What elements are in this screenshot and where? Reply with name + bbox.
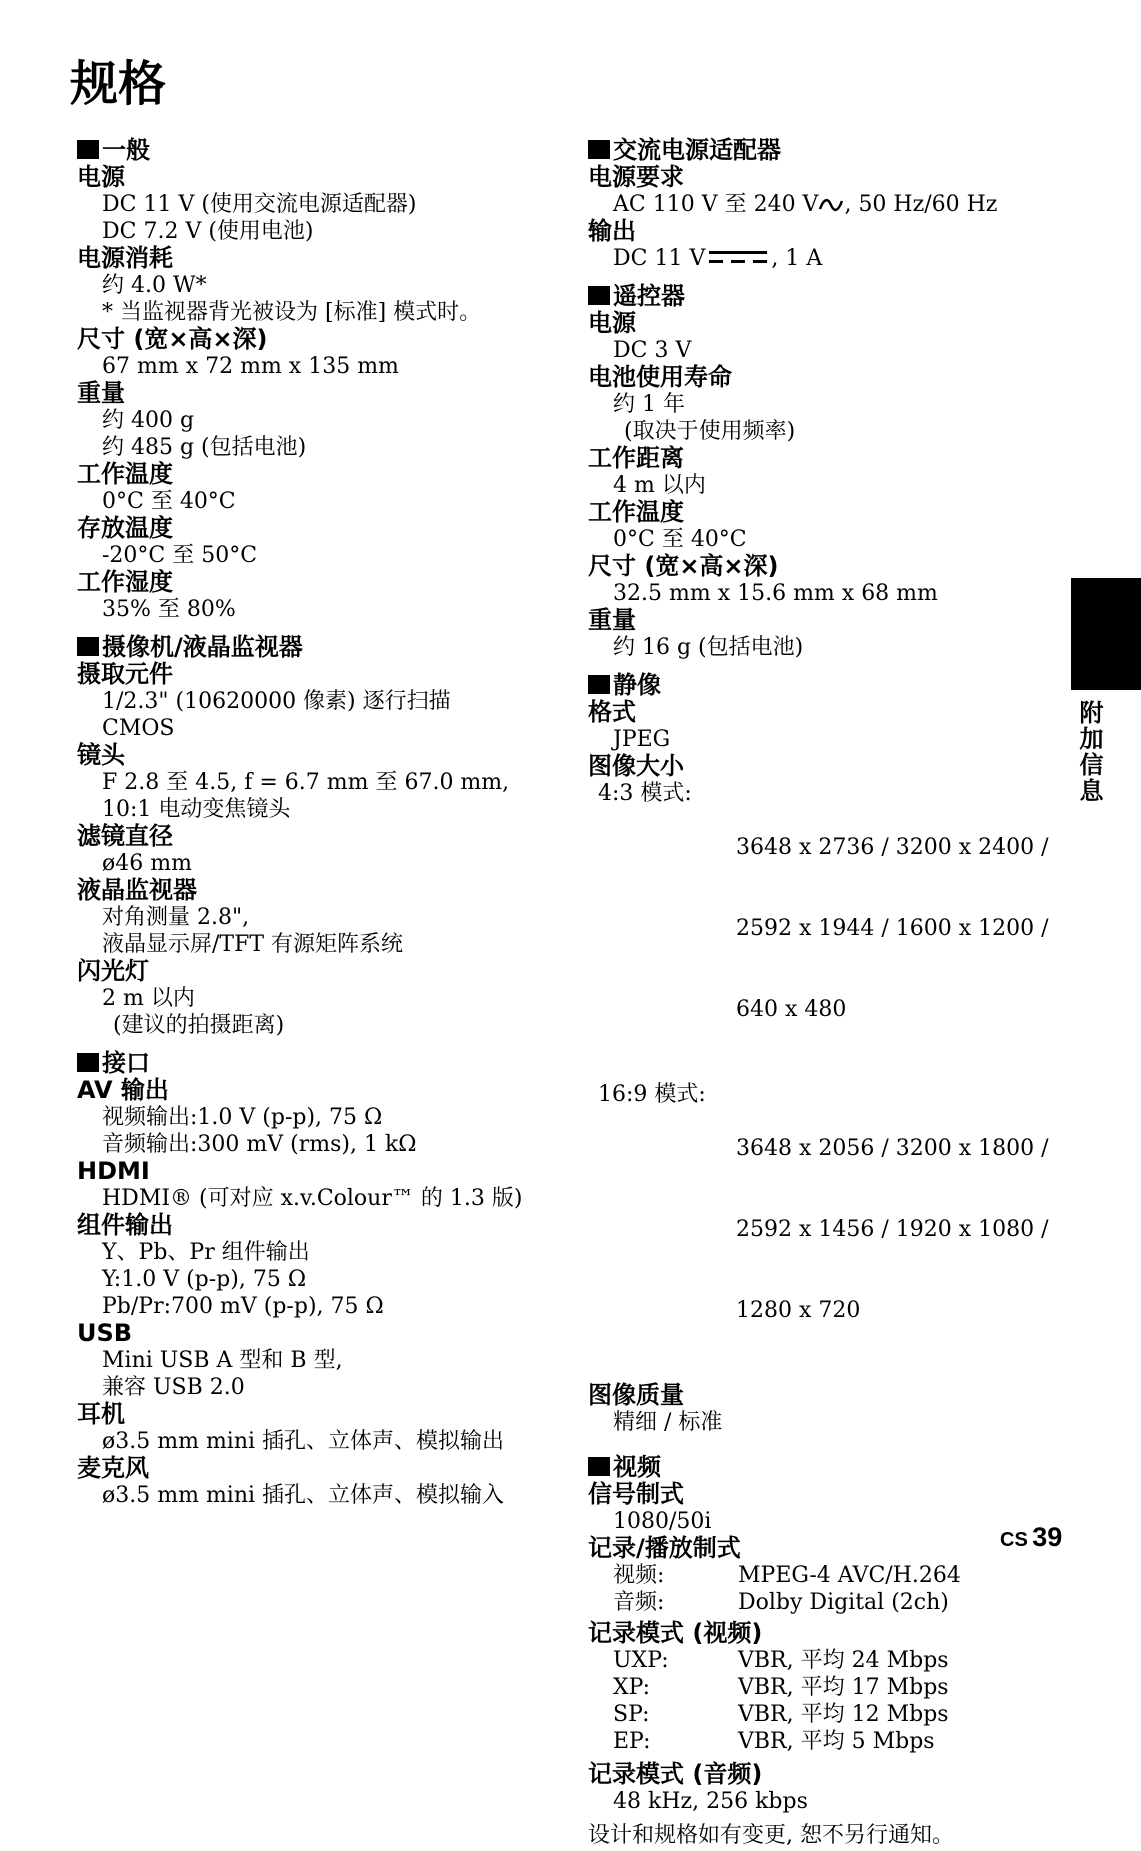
spec-label: 电源消耗 [77,244,173,272]
spec-value: 兼容 USB 2.0 [102,1375,245,1400]
image-size-mode: 4:3 模式: [598,781,692,806]
spec-key: XP: [613,1675,651,1700]
spec-value: (建议的拍摄距离) [113,1013,285,1038]
section-tab-marker [1071,578,1141,690]
spec-value: DC 7.2 V (使用电池) [102,219,314,244]
spec-value: 4 m 以内 [613,473,706,498]
spec-value: HDMI® (可对应 x.v.Colour™ 的 1.3 版) [102,1186,523,1211]
page-title: 规格 [70,56,167,112]
spec-value-part: DC 11 V [613,246,706,271]
spec-label: 液晶监视器 [77,876,197,904]
spec-value: VBR, 平均 24 Mbps [738,1648,949,1673]
image-size-row [588,1081,1058,1378]
spec-value: CMOS [102,716,175,741]
spec-key: EP: [613,1729,651,1754]
image-size-table [588,780,1058,1378]
section-heading-still [588,672,1058,699]
spec-label: 工作湿度 [77,568,173,596]
spec-row [588,1647,1058,1674]
spec-value: ø3.5 mm mini 插孔、立体声、模拟输出 [102,1429,505,1454]
spec-value: -20°C 至 50°C [102,543,258,568]
spec-label: 输出 [588,217,636,245]
spec-value: Dolby Digital (2ch) [738,1590,949,1615]
section-heading-text: 遥控器 [613,282,685,310]
spec-label: 尺寸 (宽×高×深) [77,325,268,353]
spec-label: 电源要求 [588,163,684,191]
spec-label: 摄取元件 [77,660,173,688]
spec-value: Mini USB A 型和 B 型, [102,1348,343,1373]
section-heading-text: 摄像机/液晶监视器 [102,633,303,661]
spec-value-part: , 50 Hz/60 Hz [844,192,998,217]
spec-label: AV 输出 [77,1076,169,1104]
ac-wave-icon [818,197,844,213]
spec-value-part: , 1 A [771,246,823,271]
spec-value: 48 kHz, 256 kbps [613,1789,808,1814]
spec-value: 液晶显示屏/TFT 有源矩阵系统 [102,932,404,957]
image-size-line: 3648 x 2736 / 3200 x 2400 / [736,835,1049,860]
spec-label: 尺寸 (宽×高×深) [588,552,779,580]
spec-row [588,1701,1058,1728]
spec-row [588,1674,1058,1701]
section-heading-general [77,137,557,164]
spec-value: Y、Pb、Pr 组件输出 [102,1240,310,1265]
spec-label: 电源 [77,163,125,191]
spec-row [588,1589,1058,1616]
change-notice: 设计和规格如有变更, 恕不另行通知。 [588,1823,954,1848]
page-number [1000,1522,1062,1553]
spec-label: 工作温度 [588,498,684,526]
spec-key: SP: [613,1702,650,1727]
section-tab-label: 附加信息 [1075,700,1103,804]
image-size-line: 640 x 480 [736,997,847,1022]
section-heading-connectors [77,1050,557,1077]
image-size-values [736,780,1049,1077]
spec-value: 10:1 电动变焦镜头 [102,797,291,822]
image-size-line: 1280 x 720 [736,1298,861,1323]
spec-label: 图像大小 [588,752,684,780]
left-column [77,137,557,1509]
square-bullet-icon [588,675,610,694]
square-bullet-icon [588,286,610,305]
spec-value: Y:1.0 V (p-p), 75 Ω [102,1267,307,1292]
spec-value: 视频输出:1.0 V (p-p), 75 Ω [102,1105,383,1130]
spec-label: 镜头 [77,741,125,769]
spec-row [588,1562,1058,1589]
spec-label: 电源 [588,309,636,337]
section-heading-text: 视频 [613,1453,661,1481]
spec-key: 音频: [613,1590,665,1615]
section-heading-text: 一般 [102,136,150,164]
spec-value: ø3.5 mm mini 插孔、立体声、模拟输入 [102,1483,505,1508]
spec-value: 32.5 mm x 15.6 mm x 68 mm [613,581,938,606]
language-code: CS [1000,1529,1028,1551]
spec-value [588,191,1058,218]
spec-label: USB [77,1319,133,1347]
spec-value-part: AC 110 V 至 240 V [613,192,819,217]
spec-value: JPEG [613,727,671,752]
spec-value: 0°C 至 40°C [102,489,236,514]
image-size-mode: 16:9 模式: [598,1082,706,1107]
spec-value: Pb/Pr:700 mV (p-p), 75 Ω [102,1294,384,1319]
spec-value: VBR, 平均 17 Mbps [738,1675,949,1700]
section-heading-text: 接口 [102,1049,150,1077]
spec-value: (取决于使用频率) [624,419,796,444]
dc-symbol-icon [709,249,767,265]
square-bullet-icon [588,140,610,159]
section-heading-remote [588,283,1058,310]
spec-value: VBR, 平均 12 Mbps [738,1702,949,1727]
spec-label: 存放温度 [77,514,173,542]
spec-value: 0°C 至 40°C [613,527,747,552]
spec-label: HDMI [77,1157,150,1185]
spec-row [588,1728,1058,1755]
spec-label: 滤镜直径 [77,822,173,850]
spec-value: 精细 / 标准 [613,1410,723,1435]
section-heading-camera [77,634,557,661]
spec-value: 67 mm x 72 mm x 135 mm [102,354,399,379]
image-size-values [736,1081,1049,1378]
spec-value: VBR, 平均 5 Mbps [738,1729,935,1754]
section-heading-text: 静像 [613,671,661,699]
spec-value: F 2.8 至 4.5, f = 6.7 mm 至 67.0 mm, [102,770,510,795]
image-size-row [588,780,1058,1077]
spec-value: DC 3 V [613,338,692,363]
image-size-line: 2592 x 1456 / 1920 x 1080 / [736,1217,1049,1242]
square-bullet-icon [588,1457,610,1476]
spec-value: DC 11 V (使用交流电源适配器) [102,192,417,217]
spec-value: 音频输出:300 mV (rms), 1 kΩ [102,1132,417,1157]
spec-label: 麦克风 [77,1454,149,1482]
spec-label: 闪光灯 [77,957,149,985]
spec-value: 约 400 g [102,408,195,433]
section-heading-text: 交流电源适配器 [613,136,781,164]
spec-label: 图像质量 [588,1381,684,1409]
square-bullet-icon [77,1053,99,1072]
section-heading-video [588,1454,1058,1481]
spec-label: 记录模式 (视频) [588,1619,763,1647]
spec-label: 组件输出 [77,1211,173,1239]
square-bullet-icon [77,140,99,159]
spec-label: 重量 [588,606,636,634]
spec-value: 2 m 以内 [102,986,195,1011]
spec-value: 约 1 年 [613,392,685,417]
spec-value [588,245,1058,272]
spec-label: 耳机 [77,1400,125,1428]
spec-value: MPEG-4 AVC/H.264 [738,1563,961,1588]
image-size-line: 3648 x 2056 / 3200 x 1800 / [736,1136,1049,1161]
spec-label: 信号制式 [588,1480,684,1508]
spec-label: 格式 [588,698,636,726]
spec-value: 约 4.0 W* [102,273,207,298]
recording-format-table [588,1562,1058,1616]
spec-value: 1080/50i [613,1509,712,1534]
right-column [588,137,1058,1851]
spec-label: 电池使用寿命 [588,363,732,391]
square-bullet-icon [77,637,99,656]
spec-key: 视频: [613,1563,665,1588]
page-number-value: 39 [1032,1522,1063,1552]
spec-value: 约 485 g (包括电池) [102,435,307,460]
spec-value: 约 16 g (包括电池) [613,635,804,660]
spec-value: 对角测量 2.8", [102,905,250,930]
spec-label: 记录模式 (音频) [588,1760,763,1788]
spec-value: 35% 至 80% [102,597,236,622]
spec-value: 1/2.3" (10620000 像素) 逐行扫描 [102,689,451,714]
footnote: * 当监视器背光被设为 [标准] 模式时。 [102,300,482,325]
section-heading-ac-adapter [588,137,1058,164]
recording-mode-table [588,1647,1058,1755]
spec-key: UXP: [613,1648,669,1673]
spec-value: ø46 mm [102,851,192,876]
spec-label: 重量 [77,379,125,407]
spec-label: 工作温度 [77,460,173,488]
image-size-line: 2592 x 1944 / 1600 x 1200 / [736,916,1049,941]
spec-label: 记录/播放制式 [588,1534,741,1562]
spec-label: 工作距离 [588,444,684,472]
